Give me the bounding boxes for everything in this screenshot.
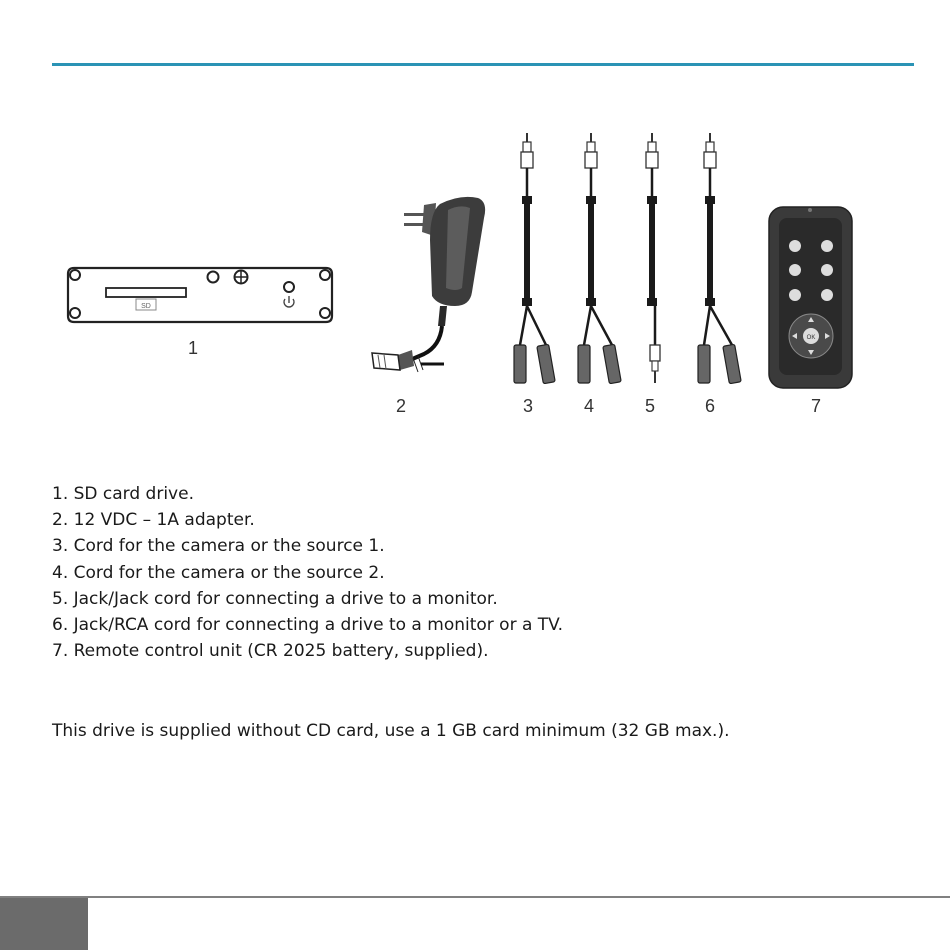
list-item: 1. SD card drive. — [52, 484, 194, 504]
remote-control-illustration — [769, 207, 852, 388]
contents-list — [52, 481, 563, 664]
list-item: 3. Cord for the camera or the source 1. — [52, 536, 385, 557]
power-adapter-illustration — [372, 197, 485, 372]
sd-card-drive-illustration — [68, 268, 332, 322]
header-rule — [52, 63, 914, 66]
cord-camera-source-2-illustration — [578, 133, 621, 384]
jack-rca-cord-illustration — [698, 133, 741, 384]
cord-camera-source-1-illustration — [514, 133, 555, 384]
remote-ok-label: OK — [806, 335, 816, 341]
figure-label-4: 4 — [583, 396, 594, 416]
list-item: 4. Cord for the camera or the source 2. — [52, 562, 385, 583]
figure-label-6: 6 — [704, 396, 715, 416]
list-item: 7. Remote control unit (CR 2025 battery, supplied). — [52, 641, 489, 662]
sd-card-note: This drive is supplied without CD card, use a 1 GB card minimum (32 GB max.). — [52, 721, 730, 741]
figure-label-1: 1 — [187, 338, 198, 358]
list-item: 6. Jack/RCA cord for connecting a drive to a monitor or a TV. — [52, 615, 564, 636]
page-number-tab — [0, 898, 88, 950]
figure-label-3: 3 — [522, 396, 533, 416]
sd-slot-label: SD — [141, 303, 151, 310]
figure-label-7: 7 — [810, 396, 821, 416]
footer-rule — [0, 896, 950, 898]
list-item: 2. 12 VDC – 1A adapter. — [52, 510, 255, 531]
list-item: 5. Jack/Jack cord for connecting a drive to a monitor. — [52, 588, 498, 609]
figure-label-5: 5 — [644, 396, 655, 416]
jack-jack-cord-illustration — [646, 133, 660, 383]
figure-label-2: 2 — [395, 396, 406, 416]
product-contents-illustration — [0, 120, 950, 400]
